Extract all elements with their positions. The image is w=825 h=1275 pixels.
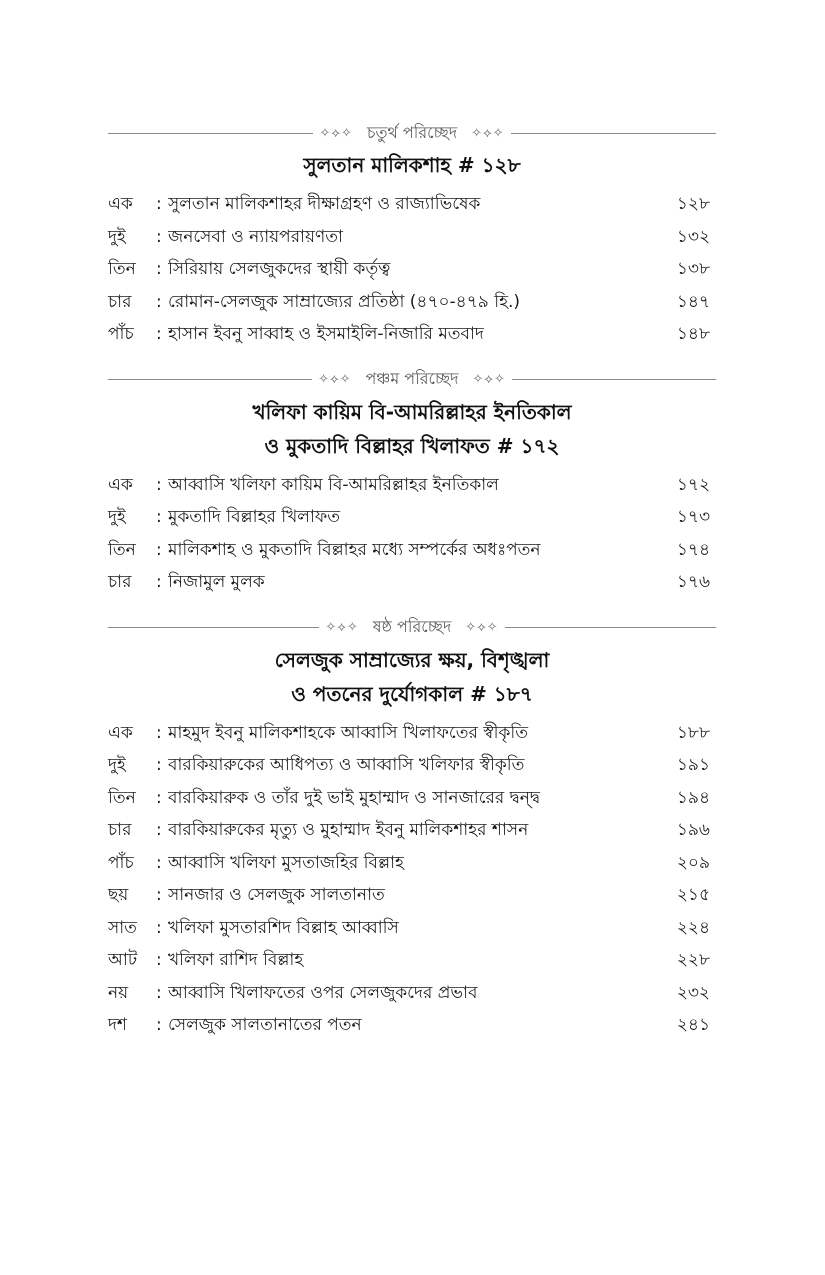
toc-entry[interactable] xyxy=(108,814,716,847)
entry-title: রোমান-সেলজুক সাম্রাজ্যের প্রতিষ্ঠা (৪৭০-৪৭৯ হি.) xyxy=(168,291,521,312)
entry-colon: : xyxy=(156,852,162,873)
chapter-title-line: ও পতনের দুর্যোগকাল # ১৮৭ xyxy=(291,681,533,706)
toc-entry[interactable] xyxy=(108,944,716,977)
entry-number: চার xyxy=(108,572,132,592)
ornament-icon: ✧⟡✧ xyxy=(471,125,505,141)
entry-title: খলিফা রাশিদ বিল্লাহ xyxy=(168,950,304,970)
chapter-section xyxy=(108,365,716,599)
entry-number: সাত xyxy=(108,917,137,938)
entry-page: ১৪৭ xyxy=(676,291,710,312)
entry-page: ১৭৪ xyxy=(676,539,710,560)
entry-number: চার xyxy=(108,291,132,312)
chapter-title-line: খলিফা কায়িম বি-আমরিল্লাহর ইনতিকাল xyxy=(252,399,572,424)
chapter-title[interactable] xyxy=(108,395,716,463)
entry-number: এক xyxy=(108,194,133,214)
entry-colon: : xyxy=(156,885,162,905)
toc-entry[interactable] xyxy=(108,469,716,502)
toc-entry[interactable] xyxy=(108,782,716,815)
entry-page: ১৭৬ xyxy=(676,572,710,592)
entry-title: সুলতান মালিকশাহর দীক্ষাগ্রহণ ও রাজ্যাভিষেক xyxy=(168,194,481,214)
entry-page: ১৩২ xyxy=(676,226,710,247)
entry-page: ১৯৬ xyxy=(676,820,710,840)
toc-entry[interactable] xyxy=(108,717,716,750)
divider-line xyxy=(512,379,716,380)
toc-entry[interactable] xyxy=(108,879,716,912)
divider-line xyxy=(511,133,716,134)
entry-title: সানজার ও সেলজুক সালতানাত xyxy=(168,885,385,905)
toc-entry[interactable] xyxy=(108,977,716,1010)
table-of-contents xyxy=(108,118,716,1056)
ornament-icon: ✧⟡✧ xyxy=(318,372,352,387)
entry-page: ২২৮ xyxy=(676,950,710,970)
entry-number: পাঁচ xyxy=(108,852,134,873)
entry-colon: : xyxy=(156,917,162,938)
entry-title: সেলজুক সালতানাতের পতন xyxy=(168,1015,362,1035)
divider-line xyxy=(108,379,312,380)
toc-entry[interactable] xyxy=(108,188,716,221)
divider-line xyxy=(108,627,319,628)
divider-line xyxy=(505,627,716,628)
chapter-title-line: সেলজুক সাম্রাজ্যের ক্ষয়, বিশৃঙ্খলা xyxy=(274,647,550,672)
entry-number: এক xyxy=(108,474,133,495)
entry-title: হাসান ইবনু সাব্বাহ ও ইসমাইলি-নিজারি মতবাদ xyxy=(168,324,484,344)
chapter-divider xyxy=(108,613,716,643)
entry-colon: : xyxy=(156,722,162,743)
chapter-label: ষষ্ঠ পরিচ্ছেদ xyxy=(372,617,452,636)
entry-page: ২০৯ xyxy=(676,852,710,873)
entry-page: ২২৪ xyxy=(676,917,710,938)
entry-colon: : xyxy=(156,572,162,592)
entry-colon: : xyxy=(156,539,162,560)
entry-page: ১৮৮ xyxy=(676,722,710,743)
ornament-icon: ✧⟡✧ xyxy=(325,620,359,635)
toc-entry[interactable] xyxy=(108,566,716,599)
chapter-section xyxy=(108,118,716,351)
entry-title: আব্বাসি খলিফা কায়িম বি-আমরিল্লাহর ইনতিকাল xyxy=(168,474,499,495)
entry-colon: : xyxy=(156,820,162,840)
entry-colon: : xyxy=(156,474,162,495)
toc-entry[interactable] xyxy=(108,286,716,319)
entry-number: দুই xyxy=(108,507,126,527)
entry-number: দশ xyxy=(108,1015,127,1035)
toc-entry[interactable] xyxy=(108,1009,716,1042)
entry-title: বারকিয়ারুকের আধিপত্য ও আব্বাসি খলিফার স্বীকৃতি xyxy=(168,755,525,775)
entry-title: সিরিয়ায় সেলজুকদের স্থায়ী কর্তৃত্ব xyxy=(168,259,391,279)
ornament-icon: ✧⟡✧ xyxy=(465,620,499,635)
entry-colon: : xyxy=(156,507,162,527)
chapter-label: চতুর্থ পরিচ্ছেদ xyxy=(366,122,458,142)
divider-line xyxy=(108,133,313,134)
entry-colon: : xyxy=(156,226,162,247)
ornament-icon: ✧⟡✧ xyxy=(319,125,353,141)
toc-entry[interactable] xyxy=(108,221,716,254)
entry-number: নয় xyxy=(108,982,129,1003)
entry-page: ১৯৪ xyxy=(676,787,710,808)
chapter-title[interactable] xyxy=(108,148,716,182)
toc-entry[interactable] xyxy=(108,253,716,286)
entry-title: আব্বাসি খিলাফতের ওপর সেলজুকদের প্রভাব xyxy=(168,982,478,1003)
entry-title: মুকতাদি বিল্লাহর খিলাফত xyxy=(168,507,341,527)
toc-entry[interactable] xyxy=(108,501,716,534)
entry-number: তিন xyxy=(108,539,136,560)
entry-page: ২৪১ xyxy=(676,1015,710,1035)
entry-title: নিজামুল মুলক xyxy=(168,572,265,592)
entry-number: ছয় xyxy=(108,885,129,905)
entry-colon: : xyxy=(156,291,162,312)
entry-page: ১২৮ xyxy=(676,194,710,214)
entry-colon: : xyxy=(156,950,162,970)
entry-page: ১৭২ xyxy=(676,474,710,495)
entry-list xyxy=(108,188,716,351)
entry-title: খলিফা মুসতারশিদ বিল্লাহ আব্বাসি xyxy=(168,917,399,938)
entry-list xyxy=(108,469,716,599)
chapter-title[interactable] xyxy=(108,643,716,711)
chapter-divider xyxy=(108,365,716,395)
entry-page: ১৯১ xyxy=(676,755,710,775)
entry-colon: : xyxy=(156,755,162,775)
toc-entry[interactable] xyxy=(108,847,716,880)
ornament-icon: ✧⟡✧ xyxy=(472,372,506,387)
entry-title: মাহমুদ ইবনু মালিকশাহকে আব্বাসি খিলাফতের স্বীকৃতি xyxy=(168,722,528,743)
toc-entry[interactable] xyxy=(108,749,716,782)
entry-page: ২৩২ xyxy=(676,982,710,1003)
entry-colon: : xyxy=(156,194,162,214)
entry-colon: : xyxy=(156,259,162,279)
entry-page: ২১৫ xyxy=(676,885,710,905)
chapter-title-line: সুলতান মালিকশাহ # ১২৮ xyxy=(303,153,521,177)
entry-page: ১৪৮ xyxy=(676,324,710,344)
entry-colon: : xyxy=(156,324,162,344)
entry-colon: : xyxy=(156,982,162,1003)
toc-entry[interactable] xyxy=(108,318,716,351)
entry-title: আব্বাসি খলিফা মুসতাজহির বিল্লাহ xyxy=(168,852,404,873)
entry-number: চার xyxy=(108,820,132,840)
entry-number: দুই xyxy=(108,755,126,775)
entry-number: তিন xyxy=(108,259,136,279)
chapter-divider xyxy=(108,118,716,148)
entry-title: জনসেবা ও ন্যায়পরায়ণতা xyxy=(168,226,343,247)
chapter-title-line: ও মুকতাদি বিল্লাহর খিলাফত # ১৭২ xyxy=(264,433,560,458)
toc-entry[interactable] xyxy=(108,534,716,567)
entry-page: ১৩৮ xyxy=(676,259,710,279)
chapter-section xyxy=(108,613,716,1042)
entry-number: পাঁচ xyxy=(108,324,134,344)
entry-colon: : xyxy=(156,1015,162,1035)
entry-number: দুই xyxy=(108,226,126,247)
entry-number: আট xyxy=(108,950,138,970)
entry-title: বারকিয়ারুক ও তাঁর দুই ভাই মুহাম্মাদ ও সানজারের দ্বন্দ্ব xyxy=(168,787,541,808)
toc-entry[interactable] xyxy=(108,912,716,945)
entry-number: তিন xyxy=(108,787,136,808)
entry-number: এক xyxy=(108,722,133,743)
entry-title: বারকিয়ারুকের মৃত্যু ও মুহাম্মাদ ইবনু মালিকশাহর শাসন xyxy=(168,820,529,840)
entry-title: মালিকশাহ ও মুকতাদি বিল্লাহর মধ্যে সম্পর্কের অধঃপতন xyxy=(168,539,541,560)
chapter-label: পঞ্চম পরিচ্ছেদ xyxy=(365,369,459,388)
entry-list xyxy=(108,717,716,1042)
entry-colon: : xyxy=(156,787,162,808)
entry-page: ১৭৩ xyxy=(676,507,710,527)
